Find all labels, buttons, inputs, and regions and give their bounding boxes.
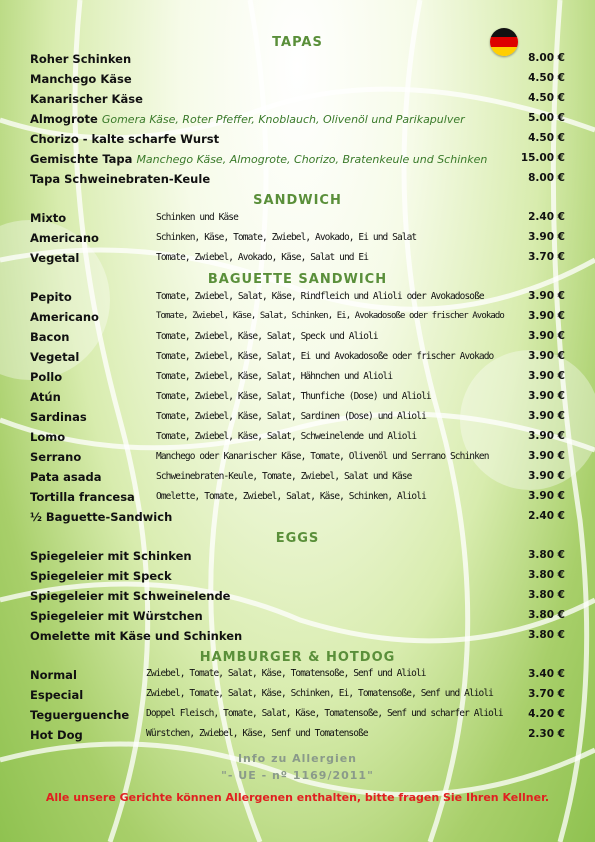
menu-item-price: 4.50 €: [528, 92, 565, 104]
menu-item-price: 3.80 €: [528, 629, 565, 641]
menu-item-description: Tomate, Zwiebel, Salat, Käse, Rindfleich und Alioli oder Avokadosoße: [156, 291, 484, 302]
section-title-tapas: TAPAS: [272, 35, 323, 50]
menu-item-name: Lomo: [30, 430, 66, 444]
menu-item-label: Chorizo - kalte scharfe Wurst: [30, 132, 220, 146]
menu-item-name: Tortilla francesa: [30, 490, 135, 504]
menu-item-price: 3.90 €: [528, 310, 565, 322]
menu-item-name: Pollo: [30, 370, 63, 384]
allergy-info-title: Info zu Allergien: [237, 752, 358, 765]
menu-item-description: Zwiebel, Tomate, Salat, Käse, Tomatensoße, Senf und Alioli: [146, 668, 426, 679]
menu-item-description: Manchego oder Kanarischer Käse, Tomate, Olivenöl und Serrano Schinken: [156, 451, 489, 462]
menu-item-name: ½ Baguette-Sandwich: [30, 510, 173, 524]
menu-item-name: Especial: [30, 688, 84, 702]
menu-item-description: Doppel Fleisch, Tomate, Salat, Käse, Tomatensoße, Senf und scharfer Alioli: [146, 708, 503, 719]
menu-item-price: 3.90 €: [528, 290, 565, 302]
menu-item-price: 3.70 €: [528, 251, 565, 263]
menu-item-name: Americano: [30, 231, 99, 245]
menu-item-name: Vegetal: [30, 251, 80, 265]
menu-item-description: Würstchen, Zwiebel, Käse, Senf und Tomatensoße: [146, 728, 368, 739]
menu-item-name: Spiegeleier mit Würstchen: [30, 609, 203, 623]
allergy-regulation-ref: "- UE - nº 1169/2011": [221, 769, 374, 782]
menu-item-name: Americano: [30, 310, 99, 324]
menu-item-description: Tomate, Zwiebel, Käse, Salat, Schweinelende und Alioli: [156, 431, 417, 442]
menu-item-label: Gemischte Tapa: [30, 152, 133, 166]
menu-item-price: 3.90 €: [528, 410, 565, 422]
section-title-eggs: EGGS: [275, 531, 320, 546]
menu-item-name: Sardinas: [30, 410, 87, 424]
section-title-sandwich: SANDWICH: [253, 193, 342, 208]
menu-item-price: 3.90 €: [528, 470, 565, 482]
menu-item-name: Spiegeleier mit Schinken: [30, 549, 192, 563]
menu-item-price: 4.20 €: [528, 708, 565, 720]
menu-item-price: 3.80 €: [528, 589, 565, 601]
menu-item-label: Manchego Käse: [30, 72, 132, 86]
menu-item-name: [30, 152, 487, 166]
menu-item-description: Gomera Käse, Roter Pfeffer, Knoblauch, Olivenöl und Parikapulver: [101, 113, 465, 126]
menu-item-description: Tomate, Zwiebel, Käse, Salat, Sardinen (Dose) und Alioli: [156, 411, 426, 422]
menu-item-description: Schinken und Käse: [156, 212, 238, 223]
menu-item-description: Tomate, Zwiebel, Käse, Salat, Speck und Alioli: [156, 331, 378, 342]
menu-item-name: Spiegeleier mit Schweinelende: [30, 589, 231, 603]
menu-item-label: Tapa Schweinebraten-Keule: [30, 172, 211, 186]
menu-item-price: 2.40 €: [528, 510, 565, 522]
menu-item-description: Tomate, Zwiebel, Käse, Salat, Ei und Avokadosoße oder frischer Avokado: [156, 351, 494, 362]
menu-item-price: 4.50 €: [528, 132, 565, 144]
menu-item-name: [30, 92, 143, 106]
menu-item-description: Tomate, Zwiebel, Avokado, Käse, Salat und Ei: [156, 252, 369, 263]
menu-item-price: 3.90 €: [528, 390, 565, 402]
menu-item-name: Spiegeleier mit Speck: [30, 569, 172, 583]
menu-item-price: 2.30 €: [528, 728, 565, 740]
menu-item-price: 3.90 €: [528, 350, 565, 362]
menu-item-price: 3.40 €: [528, 668, 565, 680]
menu-item-name: [30, 52, 131, 66]
menu-item-name: Pepito: [30, 290, 72, 304]
menu-item-description: Manchego Käse, Almogrote, Chorizo, Bratenkeule und Schinken: [136, 153, 488, 166]
menu-item-price: 8.00 €: [528, 172, 565, 184]
section-title-hamburger: HAMBURGER & HOTDOG: [199, 650, 396, 665]
menu-item-name: Serrano: [30, 450, 82, 464]
menu-item-price: 3.90 €: [528, 231, 565, 243]
menu-item-label: Kanarischer Käse: [30, 92, 143, 106]
menu-item-name: Mixto: [30, 211, 67, 225]
menu-item-description: Schweinebraten-Keule, Tomate, Zwiebel, Salat und Käse: [156, 471, 412, 482]
menu-item-description: Omelette, Tomate, Zwiebel, Salat, Käse, Schinken, Alioli: [156, 491, 426, 502]
menu-item-label: Roher Schinken: [30, 52, 132, 66]
menu-item-price: 8.00 €: [528, 52, 565, 64]
menu-item-label: Almogrote: [30, 112, 98, 126]
menu-item-name: Omelette mit Käse und Schinken: [30, 629, 243, 643]
menu-item-name: [30, 112, 465, 126]
menu-item-price: 3.80 €: [528, 569, 565, 581]
menu-item-price: 3.90 €: [528, 450, 565, 462]
menu-item-name: Normal: [30, 668, 77, 682]
menu-item-price: 3.80 €: [528, 609, 565, 621]
menu-item-price: 15.00 €: [520, 152, 565, 164]
menu-item-name: Bacon: [30, 330, 70, 344]
menu-item-price: 2.40 €: [528, 211, 565, 223]
menu-item-description: Schinken, Käse, Tomate, Zwiebel, Avokado, Ei und Salat: [156, 232, 417, 243]
menu-item-name: Teguerguenche: [30, 708, 130, 722]
menu-item-description: Zwiebel, Tomate, Salat, Käse, Schinken, Ei, Tomatensoße, Senf und Alioli: [146, 688, 494, 699]
menu-item-name: Pata asada: [30, 470, 102, 484]
menu-item-price: 3.90 €: [528, 330, 565, 342]
menu-item-name: [30, 132, 219, 146]
menu-item-name: [30, 172, 210, 186]
menu-item-name: Vegetal: [30, 350, 80, 364]
menu-item-name: Hot Dog: [30, 728, 83, 742]
allergen-warning: Alle unsere Gerichte können Allergenen enthalten, bitte fragen Sie Ihren Kellner.: [45, 791, 550, 804]
menu-item-price: 3.90 €: [528, 490, 565, 502]
menu-item-name: [30, 72, 132, 86]
menu-item-description: Tomate, Zwiebel, Käse, Salat, Thunfiche (Dose) und Alioli: [156, 391, 431, 402]
menu-item-name: Atún: [30, 390, 61, 404]
menu-item-description: Tomate, Zwiebel, Käse, Salat, Hähnchen und Alioli: [156, 371, 393, 382]
menu-item-price: 3.70 €: [528, 688, 565, 700]
section-title-baguette: BAGUETTE SANDWICH: [207, 272, 388, 287]
menu-item-description: Tomate, Zwiebel, Käse, Salat, Schinken, Ei, Avokadosoße oder frischer Avokado: [156, 311, 504, 321]
menu-item-price: 3.90 €: [528, 370, 565, 382]
menu-item-price: 3.90 €: [528, 430, 565, 442]
menu-item-price: 5.00 €: [528, 112, 565, 124]
menu-item-price: 3.80 €: [528, 549, 565, 561]
menu-item-price: 4.50 €: [528, 72, 565, 84]
